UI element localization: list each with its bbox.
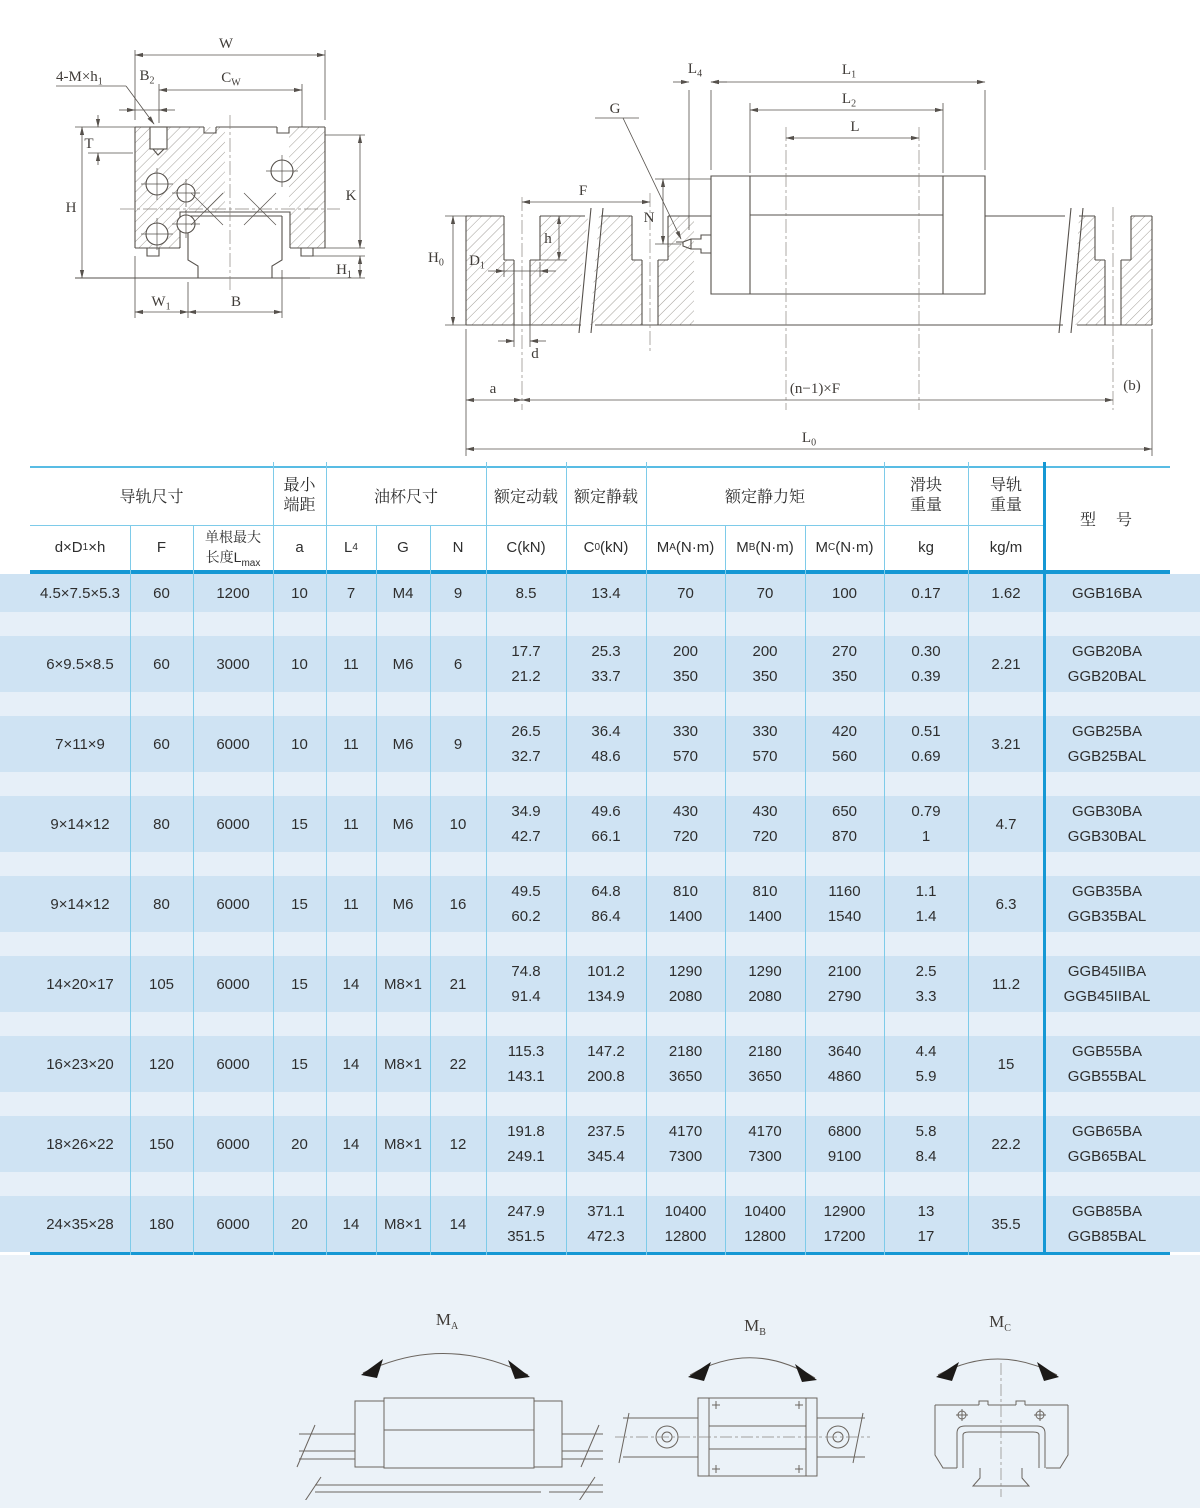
cell-rail-dim: 9×14×12 xyxy=(50,895,110,913)
cell-c: 17.7 21.2 xyxy=(511,643,541,685)
cell-l4: 14 xyxy=(342,1215,360,1233)
cell-rail-dim: 7×11×9 xyxy=(55,735,105,753)
dim-label-g: G xyxy=(609,101,621,117)
cell-rail-dim: 9×14×12 xyxy=(50,815,110,833)
cell-rail-dim: 24×35×28 xyxy=(46,1215,114,1233)
cell-ma: 1290 2080 xyxy=(668,963,703,1005)
cell-c: 191.8 249.1 xyxy=(507,1123,545,1165)
cell-c0: 237.5 345.4 xyxy=(587,1123,625,1165)
cell-c: 34.9 42.7 xyxy=(511,803,541,845)
row-separator xyxy=(0,772,1200,796)
dim-label-cw: $C_W$ xyxy=(221,70,241,89)
cell-lmax: 6000 xyxy=(216,1055,250,1073)
cell-lmax: 6000 xyxy=(216,975,250,993)
cell-c0: 64.8 86.4 xyxy=(591,883,621,925)
table-row xyxy=(0,956,1200,1012)
dim-label-h0: $H_0$ xyxy=(428,250,444,269)
cell-c0: 25.3 33.7 xyxy=(591,643,621,685)
dim-label-h: H xyxy=(65,200,77,216)
cell-n: 6 xyxy=(453,655,463,673)
cell-f: 80 xyxy=(153,895,170,913)
dim-label-l2: $L_2$ xyxy=(841,91,857,110)
cell-kg: 0.51 0.69 xyxy=(911,723,941,765)
cell-a: 10 xyxy=(291,584,308,602)
cell-c0: 13.4 xyxy=(591,584,621,602)
cell-kgm: 3.21 xyxy=(991,735,1021,753)
cell-mc: 270 350 xyxy=(831,643,858,685)
spec-table xyxy=(0,466,1200,1252)
cell-n: 12 xyxy=(449,1135,467,1153)
cell-lmax: 6000 xyxy=(216,1215,250,1233)
col-header-l4: L 4 xyxy=(344,539,358,556)
col-header-kgm: kg/m xyxy=(989,539,1023,556)
cell-g: M6 xyxy=(392,655,414,673)
dim-label-k: K xyxy=(345,188,357,204)
cell-a: 20 xyxy=(291,1135,308,1153)
col-header-a: a xyxy=(295,539,304,556)
cell-c0: 147.2 200.8 xyxy=(587,1043,625,1085)
cell-c: 115.3 143.1 xyxy=(507,1043,545,1085)
cell-a: 10 xyxy=(291,655,308,673)
dim-label-b2: $B_2$ xyxy=(139,68,155,87)
table-body xyxy=(0,574,1200,1252)
cell-kg: 4.4 5.9 xyxy=(915,1043,937,1085)
col-header-dim: d×D 1 ×h xyxy=(54,539,106,556)
row-separator xyxy=(0,1092,1200,1116)
moment-diagram-section xyxy=(0,1255,1200,1508)
cell-kgm: 11.2 xyxy=(991,975,1021,993)
cell-mb: 200 350 xyxy=(752,643,778,685)
cell-kgm: 4.7 xyxy=(995,815,1017,833)
cell-a: 15 xyxy=(291,1055,308,1073)
cell-g: M8×1 xyxy=(384,1215,422,1233)
cell-ma: 70 xyxy=(677,584,694,602)
cell-model: GGB65BA GGB65BAL xyxy=(1067,1123,1147,1165)
cell-l4: 11 xyxy=(343,735,359,753)
cell-c: 247.9 351.5 xyxy=(507,1203,545,1245)
cell-c: 74.8 91.4 xyxy=(511,963,541,1005)
cell-l4: 11 xyxy=(343,895,359,913)
cell-f: 105 xyxy=(148,975,175,993)
cell-g: M8×1 xyxy=(384,975,422,993)
cell-mc: 420 560 xyxy=(831,723,858,765)
dim-label-w: W xyxy=(218,36,234,52)
col-header-kg: kg xyxy=(918,539,934,556)
cell-l4: 14 xyxy=(342,1055,360,1073)
cell-model: GGB55BA GGB55BAL xyxy=(1067,1043,1147,1085)
moment-ma-diagram xyxy=(285,1285,605,1500)
cell-f: 180 xyxy=(148,1215,175,1233)
col-header-c: C(kN) xyxy=(506,539,546,556)
col-header-n: N xyxy=(452,539,464,556)
cell-c0: 36.4 48.6 xyxy=(591,723,621,765)
group-header-static-moment: 额定静力矩 xyxy=(724,489,805,506)
row-separator xyxy=(0,852,1200,876)
table-row xyxy=(0,716,1200,772)
cell-a: 15 xyxy=(291,895,308,913)
cell-rail-dim: 4.5×7.5×5.3 xyxy=(39,584,121,602)
dim-label-d: d xyxy=(531,346,539,362)
cell-model: GGB35BA GGB35BAL xyxy=(1067,883,1147,925)
cell-a: 15 xyxy=(291,815,308,833)
cell-ma: 4170 7300 xyxy=(668,1123,703,1165)
cell-n: 16 xyxy=(449,895,467,913)
dim-label-l: L xyxy=(850,119,860,135)
cell-lmax: 6000 xyxy=(216,735,250,753)
dim-label-l0: $L_0$ xyxy=(801,430,817,449)
cell-mc: 2100 2790 xyxy=(827,963,862,1005)
cell-kgm: 15 xyxy=(997,1055,1015,1073)
table-row xyxy=(0,574,1200,612)
group-header-rail-weight: 导轨 重量 xyxy=(989,476,1022,514)
group-header-oil-cup: 油杯尺寸 xyxy=(373,489,438,506)
cell-f: 60 xyxy=(153,655,170,673)
cell-lmax: 6000 xyxy=(216,895,250,913)
col-header-mb: M B (N·m) xyxy=(736,539,794,556)
dim-label-w1: $W_1$ xyxy=(151,294,171,313)
group-header-rail-dims: 导轨尺寸 xyxy=(119,489,184,506)
cell-model: GGB16BA xyxy=(1071,584,1143,602)
cell-ma: 430 720 xyxy=(672,803,699,845)
cell-kg: 2.5 3.3 xyxy=(915,963,937,1005)
cell-c: 26.5 32.7 xyxy=(511,723,541,765)
cell-f: 80 xyxy=(153,815,170,833)
table-header xyxy=(30,466,1170,574)
cell-mb: 1290 2080 xyxy=(748,963,782,1005)
cell-kg: 5.8 8.4 xyxy=(915,1123,937,1165)
col-header-ma: M A (N·m) xyxy=(656,539,715,556)
cell-mb: 430 720 xyxy=(752,803,778,845)
cell-kgm: 6.3 xyxy=(995,895,1017,913)
cell-n: 10 xyxy=(449,815,467,833)
cell-g: M4 xyxy=(392,584,414,602)
cross-section-drawing xyxy=(20,20,400,350)
cell-a: 15 xyxy=(291,975,308,993)
moment-mb-label: $M_B$ xyxy=(744,1316,766,1338)
cell-kg: 0.30 0.39 xyxy=(911,643,941,685)
cell-lmax: 3000 xyxy=(216,655,250,673)
cell-c: 49.5 60.2 xyxy=(511,883,541,925)
table-row xyxy=(0,1196,1200,1252)
table-row xyxy=(0,636,1200,692)
cell-n: 21 xyxy=(449,975,467,993)
cell-model: GGB25BA GGB25BAL xyxy=(1067,723,1147,765)
cell-l4: 14 xyxy=(342,975,360,993)
cell-model: GGB45IIBA GGB45IIBAL xyxy=(1063,963,1151,1005)
table-row xyxy=(0,1116,1200,1172)
dim-label-t: T xyxy=(84,136,94,152)
cell-rail-dim: 6×9.5×8.5 xyxy=(46,655,114,673)
cell-g: M6 xyxy=(392,895,414,913)
cell-model: GGB30BA GGB30BAL xyxy=(1067,803,1147,845)
cell-mb: 330 570 xyxy=(752,723,778,765)
cell-lmax: 1200 xyxy=(216,584,250,602)
cell-mc: 650 870 xyxy=(831,803,858,845)
cell-g: M6 xyxy=(392,735,414,753)
moment-mc-diagram xyxy=(905,1283,1165,1498)
dim-label-n: N xyxy=(643,210,655,226)
cell-f: 60 xyxy=(153,584,170,602)
cell-mb: 10400 12800 xyxy=(744,1203,786,1245)
cell-l4: 11 xyxy=(343,655,359,673)
cell-model: GGB85BA GGB85BAL xyxy=(1067,1203,1147,1245)
dim-label-a: a xyxy=(489,381,497,397)
group-header-static-load: 额定静载 xyxy=(573,489,638,506)
cell-f: 60 xyxy=(153,735,170,753)
cell-mc: 1160 1540 xyxy=(827,883,862,925)
dim-label-b-section: (b) xyxy=(1123,378,1141,394)
cell-c: 8.5 xyxy=(515,584,537,602)
cell-kgm: 1.62 xyxy=(991,584,1021,602)
col-header-mc: M C (N·m) xyxy=(815,539,874,556)
group-header-min-end: 最小 端距 xyxy=(283,476,316,514)
cell-g: M8×1 xyxy=(384,1055,422,1073)
cell-mc: 100 xyxy=(831,584,858,602)
cell-mb: 70 xyxy=(756,584,774,602)
cell-l4: 14 xyxy=(342,1135,360,1153)
col-header-g: G xyxy=(397,539,409,556)
moment-mc-label: $M_C$ xyxy=(989,1312,1011,1334)
cell-mc: 12900 17200 xyxy=(823,1203,866,1245)
group-header-dynamic-load: 额定动载 xyxy=(493,489,558,506)
row-separator xyxy=(0,1172,1200,1196)
cell-rail-dim: 18×26×22 xyxy=(46,1135,114,1153)
dim-label-nf: (n−1)×F xyxy=(789,381,841,397)
cell-kgm: 22.2 xyxy=(991,1135,1021,1153)
cell-rail-dim: 14×20×17 xyxy=(46,975,114,993)
cell-a: 10 xyxy=(291,735,308,753)
cell-l4: 7 xyxy=(346,584,356,602)
cell-g: M8×1 xyxy=(384,1135,422,1153)
cell-ma: 330 570 xyxy=(672,723,699,765)
cell-kg: 0.17 xyxy=(911,584,941,602)
cell-ma: 810 1400 xyxy=(668,883,703,925)
dim-label-h1: $H_1$ xyxy=(336,262,352,281)
cell-mc: 3640 4860 xyxy=(827,1043,862,1085)
cell-model: GGB20BA GGB20BAL xyxy=(1067,643,1147,685)
cell-n: 9 xyxy=(453,735,463,753)
table-row xyxy=(0,796,1200,852)
moment-ma-label: $M_A$ xyxy=(435,1310,459,1332)
cell-c0: 371.1 472.3 xyxy=(587,1203,625,1245)
cell-lmax: 6000 xyxy=(216,815,250,833)
dim-label-l4: $L_4$ xyxy=(687,61,703,80)
dim-label-b: B xyxy=(230,294,242,310)
cell-c0: 49.6 66.1 xyxy=(591,803,621,845)
group-header-block-weight: 滑块 重量 xyxy=(909,476,942,514)
cell-ma: 2180 3650 xyxy=(668,1043,703,1085)
cell-f: 150 xyxy=(148,1135,175,1153)
technical-drawing-section xyxy=(0,0,1200,466)
cell-mb: 4170 7300 xyxy=(748,1123,782,1165)
dim-label-d1: $D_1$ xyxy=(469,253,485,272)
col-header-f: F xyxy=(156,539,167,556)
cell-kg: 1.1 1.4 xyxy=(915,883,937,925)
moment-mb-diagram xyxy=(615,1283,945,1498)
cell-f: 120 xyxy=(148,1055,175,1073)
cell-kg: 0.79 1 xyxy=(911,803,941,845)
dim-label-l1: $L_1$ xyxy=(841,62,857,81)
cell-lmax: 6000 xyxy=(216,1135,250,1153)
cell-n: 14 xyxy=(449,1215,467,1233)
col-header-lmax: 单根最大 长度$L_{max}$ xyxy=(205,528,261,569)
cell-ma: 10400 12800 xyxy=(664,1203,707,1245)
cell-g: M6 xyxy=(392,815,414,833)
cell-mb: 2180 3650 xyxy=(748,1043,782,1085)
cell-rail-dim: 16×23×20 xyxy=(46,1055,114,1073)
cell-a: 20 xyxy=(291,1215,308,1233)
table-row xyxy=(0,876,1200,932)
dim-label-h-small: h xyxy=(544,231,552,247)
cell-n: 9 xyxy=(453,584,463,602)
cell-kg: 13 17 xyxy=(917,1203,935,1245)
row-separator xyxy=(0,932,1200,956)
row-separator xyxy=(0,612,1200,636)
cell-l4: 11 xyxy=(343,815,359,833)
row-separator xyxy=(0,692,1200,716)
dim-label-screw: $4-M\times h_1$ xyxy=(56,69,103,88)
cell-c0: 101.2 134.9 xyxy=(587,963,625,1005)
table-row xyxy=(0,1036,1200,1092)
dim-label-f: F xyxy=(578,183,588,199)
cell-mb: 810 1400 xyxy=(748,883,782,925)
side-view-drawing xyxy=(425,15,1185,465)
cell-kgm: 2.21 xyxy=(991,655,1021,673)
row-separator xyxy=(0,1012,1200,1036)
column-header-model: 型 号 xyxy=(1079,511,1134,529)
cell-kgm: 35.5 xyxy=(991,1215,1021,1233)
cell-ma: 200 350 xyxy=(672,643,699,685)
col-header-c0: C 0 (kN) xyxy=(583,539,629,556)
cell-n: 22 xyxy=(449,1055,467,1073)
cell-mc: 6800 9100 xyxy=(827,1123,862,1165)
